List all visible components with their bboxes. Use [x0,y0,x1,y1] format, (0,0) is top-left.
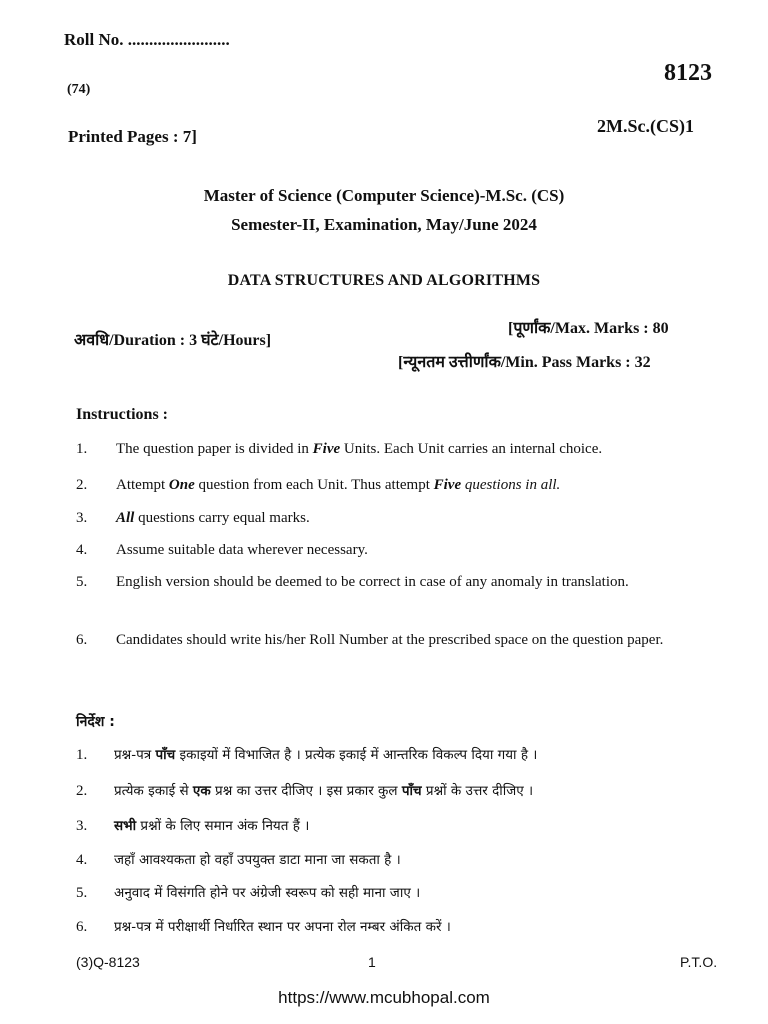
instruction-item [76,570,726,595]
instruction-text: The question paper is divided in [116,441,313,457]
hindi-instruction-emphasis: एक [192,783,211,799]
instruction-number: 1. [76,441,88,457]
hindi-instruction-number: 1. [76,747,88,763]
hindi-instruction-text: इकाइयों में विभाजित है । प्रत्येक इकाई में आन्तरिक विकल्प दिया गया है । [175,747,538,763]
duration: अवधि/Duration : 3 घंटे/Hours] [74,332,272,349]
instruction-number: 4. [76,542,88,558]
hindi-instruction-text: प्रश्नों के उत्तर दीजिए । [421,783,534,799]
instruction-emphasis: All [116,510,135,526]
instruction-emphasis: Five [312,441,341,457]
degree-title: Master of Science (Computer Science)-M.Sc. (CS) [203,186,565,205]
footer-page-number: 1 [368,954,376,970]
hindi-instruction-text: जहाँ आवश्यकता हो वहाँ उपयुक्त डाटा माना जा सकता है । [114,852,401,868]
exam-session: Semester-II, Examination, May/June 2024 [231,215,537,234]
instruction-text: Assume suitable data wherever necessary. [116,542,368,558]
footer-pto: P.T.O. [680,954,718,970]
instruction-emphasis: One [168,477,195,493]
hindi-instruction-text: प्रश्न-पत्र में परीक्षार्थी निर्धारित स्थान पर अपना रोल नम्बर अंकित करें । [114,919,451,935]
paper-code: 8123 [664,60,712,86]
hindi-instruction-number: 6. [76,919,88,935]
max-marks: [पूर्णांक/Max. Marks : 80 [508,320,669,337]
instruction-emphasis: Five [433,477,462,493]
instruction-number: 6. [76,632,88,648]
source-url-link[interactable]: https://www.mcubhopal.com [278,988,490,1007]
hindi-instruction-item [76,882,726,904]
hindi-instruction-text: अनुवाद में विसंगति होने पर अंग्रेजी स्वरूप को सही माना जाए । [114,885,421,901]
hindi-instruction-text: प्रश्नों के लिए समान अंक नियत हैं । [136,818,310,834]
roll-number-field: Roll No. ........................ [64,30,230,49]
hindi-instructions-title: निर्देश : [76,714,115,730]
instruction-text: Attempt [116,477,169,493]
hindi-instruction-item [76,744,726,766]
instruction-item [76,506,726,531]
instruction-item [76,473,726,498]
hindi-instruction-number: 3. [76,818,88,834]
instruction-item [76,437,726,462]
instruction-text: English version should be deemed to be correct in case of any anomaly in translation. [116,574,629,590]
hindi-instruction-number: 2. [76,783,88,799]
instruction-number: 3. [76,510,88,526]
instruction-text: questions carry equal marks. [134,510,310,526]
course-code: 2M.Sc.(CS)1 [597,116,694,136]
instruction-text: questions in all. [461,477,561,493]
instruction-text: Candidates should write his/her Roll Number at the prescribed space on the question paper. [116,632,664,648]
hindi-instruction-text: प्रश्न का उत्तर दीजिए । इस प्रकार कुल [210,783,402,799]
instruction-item [76,628,726,653]
instructions-title: Instructions : [76,406,169,423]
instruction-text: Units. Each Unit carries an internal choice. [340,441,603,457]
hindi-instruction-emphasis: सभी [114,818,137,834]
min-pass-marks: [न्यूनतम उत्तीर्णांक/Min. Pass Marks : 32 [398,354,651,371]
hindi-instruction-emphasis: पाँच [155,747,176,763]
hindi-instruction-item [76,849,726,871]
hindi-instruction-item [76,780,726,802]
instruction-number: 2. [76,477,88,493]
printed-pages: Printed Pages : 7] [68,127,197,146]
set-number: (74) [67,82,91,97]
hindi-instruction-number: 5. [76,885,88,901]
hindi-instruction-number: 4. [76,852,88,868]
hindi-instruction-item [76,916,726,938]
subject-title: DATA STRUCTURES AND ALGORITHMS [227,272,541,289]
instruction-text: question from each Unit. Thus attempt [194,477,434,493]
hindi-instruction-text: प्रत्येक इकाई से [114,783,193,799]
hindi-instruction-emphasis: पाँच [401,783,422,799]
hindi-instruction-text: प्रश्न-पत्र [114,747,156,763]
instruction-item [76,538,726,563]
instruction-number: 5. [76,574,88,590]
hindi-instruction-item [76,815,726,837]
footer-paper-code: (3)Q-8123 [76,954,140,970]
